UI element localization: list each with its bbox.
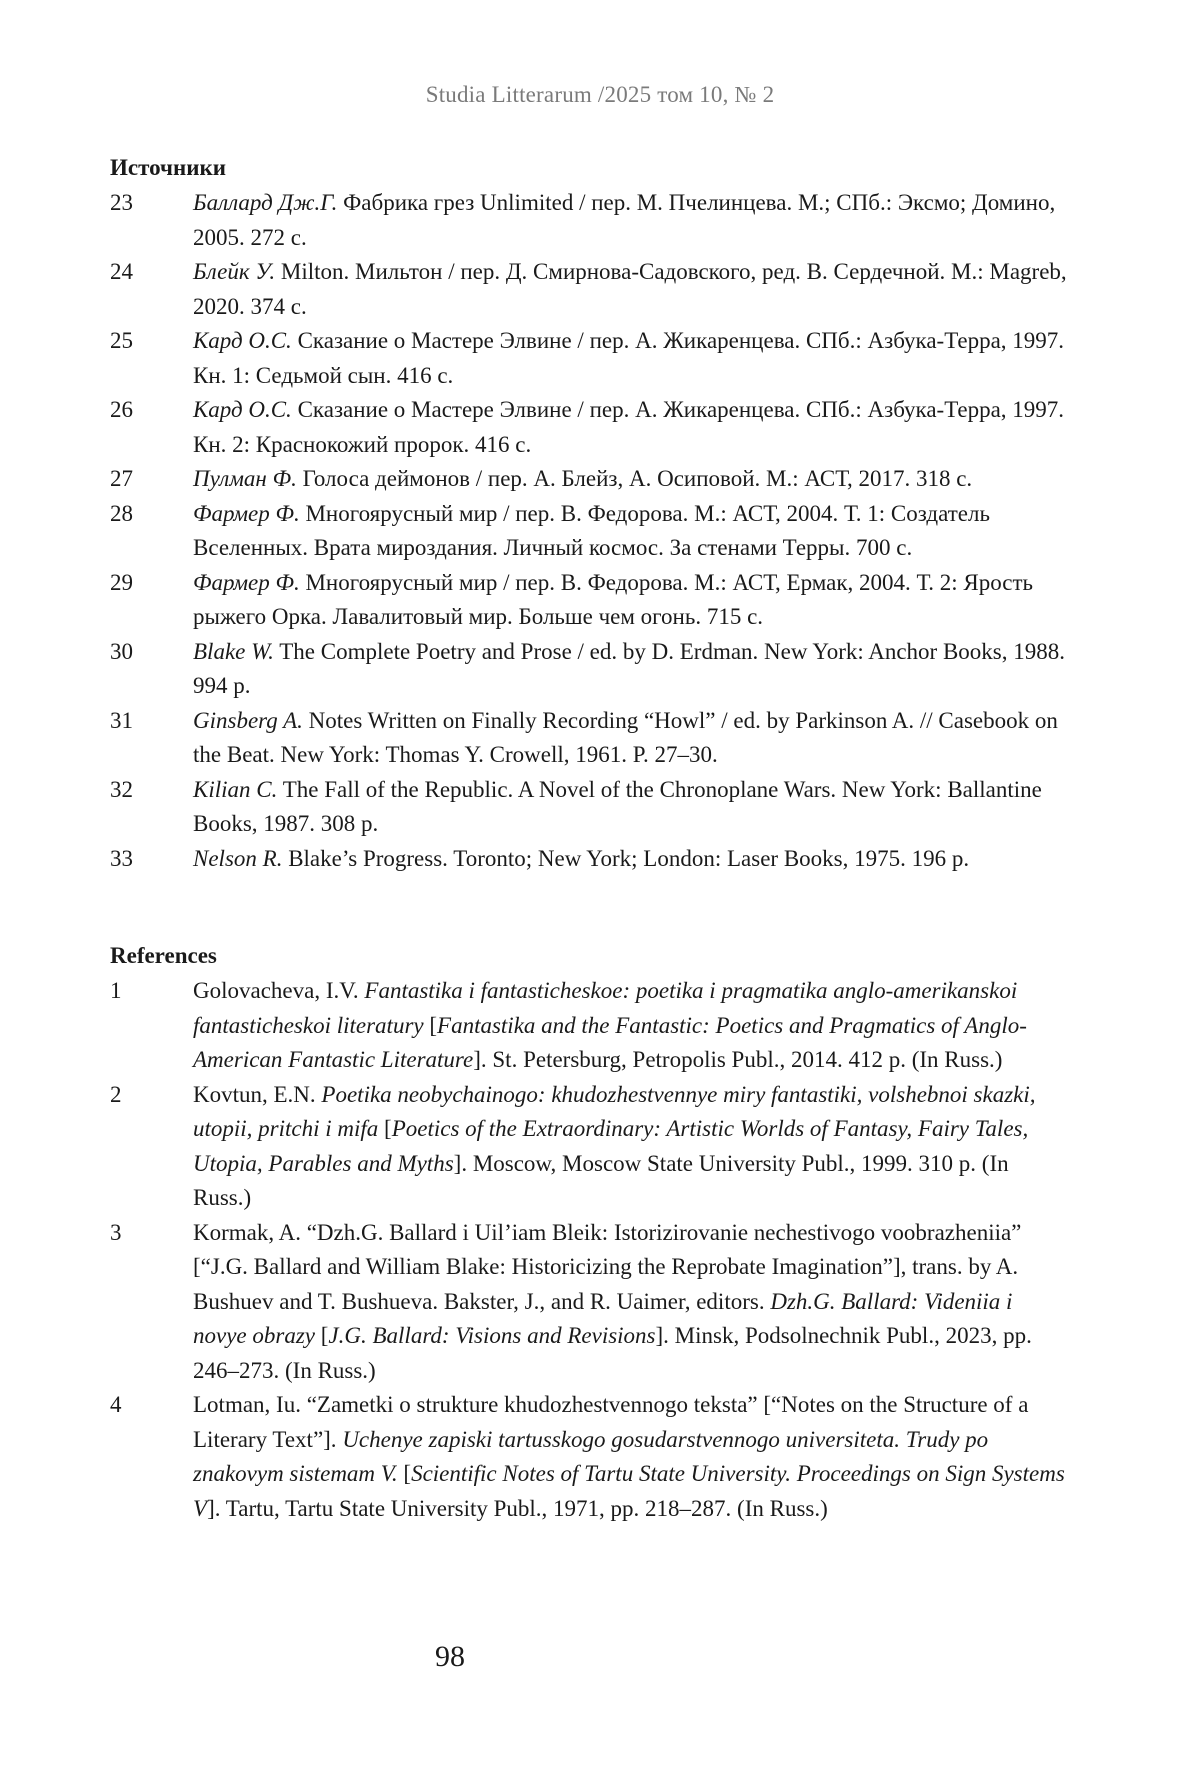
running-header: Studia Litterarum /2025 том 10, № 2 <box>425 82 775 107</box>
source-details: Голоса деймонов / пер. А. Блейз, А. Осиповой. М.: АСТ, 2017. 318 с. <box>296 466 973 491</box>
source-text <box>193 324 1070 393</box>
reference-number: 1 <box>110 978 122 1003</box>
source-text <box>193 393 1070 462</box>
source-details: Blake’s Progress. Toronto; New York; London: Laser Books, 1975. 196 p. <box>282 845 970 871</box>
sources-list <box>110 186 1070 876</box>
source-entry <box>110 186 1070 255</box>
source-entry <box>110 704 1070 773</box>
reference-title: Fantastika i fantasticheskoe: poetika i pragmatika anglo-amerikanskoi fantasticheskoi literatury <box>193 978 1018 1038</box>
reference-imprint: ]. Minsk, Podsolnechnik Publ., 2023, pp. 246–273. (In Russ.) <box>193 1323 1032 1383</box>
reference-title: Poetika neobychainogo: khudozhestvennye miry fantastiki, volshebnoi skazki, utopii, pritchi i mifa <box>193 1081 1036 1141</box>
reference-imprint: ]. St. Petersburg, Petropolis Publ., 2014. 412 p. (In Russ.) <box>473 1047 1003 1072</box>
reference-imprint: ]. Moscow, Moscow State University Publ., 1999. 310 p. (In Russ.) <box>193 1150 1009 1210</box>
source-entry <box>110 324 1070 393</box>
source-entry <box>110 842 1070 877</box>
source-entry <box>110 462 1070 497</box>
source-entry <box>110 635 1070 704</box>
reference-text <box>193 1078 1070 1216</box>
source-text <box>193 704 1070 773</box>
reference-translated-title: Poetics of the Extraordinary: Artistic Worlds of Fantasy, Fairy Tales, Utopia, Parables and Myths <box>193 1116 1029 1176</box>
reference-number: 3 <box>110 1219 122 1245</box>
source-number: 33 <box>110 845 133 871</box>
page-content <box>110 150 1070 1526</box>
source-number: 32 <box>110 776 133 802</box>
reference-bracket: [ <box>423 1012 438 1038</box>
source-author: Фармер Ф. <box>193 569 300 595</box>
source-entry <box>110 497 1070 566</box>
reference-translated-title: Scientific Notes of Tartu State University. Proceedings on Sign Systems V <box>193 1461 1065 1521</box>
source-author: Пулман Ф. <box>193 466 297 491</box>
reference-entry <box>110 1216 1070 1389</box>
reference-entry <box>110 974 1070 1078</box>
reference-text <box>193 1216 1070 1389</box>
source-number: 30 <box>110 638 133 664</box>
source-details: Многоярусный мир / пер. В. Федорова. М.: АСТ, Ермак, 2004. Т. 2: Ярость рыжего Орка. Лавалитовый мир. Больше чем огонь. 715 с. <box>193 569 1034 629</box>
page-number: 98 <box>435 1640 465 1673</box>
source-entry <box>110 255 1070 324</box>
reference-imprint: ]. Tartu, Tartu State University Publ., 1971, pp. 218–287. (In Russ.) <box>207 1495 828 1521</box>
source-text <box>193 186 1070 255</box>
reference-number: 2 <box>110 1081 122 1107</box>
source-number: 29 <box>110 569 133 595</box>
source-author: Баллард Дж.Г. <box>193 190 338 215</box>
source-author: Ginsberg A. <box>193 707 303 733</box>
source-details: The Fall of the Republic. A Novel of the Chronoplane Wars. New York: Ballantine Books, 1987. 308 p. <box>193 776 1042 836</box>
source-number: 26 <box>110 397 133 422</box>
source-text <box>193 255 1070 324</box>
references-list <box>110 974 1070 1526</box>
source-number: 27 <box>110 466 133 491</box>
reference-translated-title: Fantastika and the Fantastic: Poetics and Pragmatics of Anglo-American Fantastic Literature <box>193 1012 1027 1072</box>
sources-heading: Источники <box>110 155 226 180</box>
reference-title: Uchenye zapiski tartusskogo gosudarstvennogo universiteta. Trudy po znakovym sistemam V. <box>193 1426 989 1486</box>
source-author: Blake W. <box>193 638 274 664</box>
source-number: 25 <box>110 328 133 353</box>
source-text <box>193 462 1070 497</box>
source-details: Сказание о Мастере Элвине / пер. А. Жикаренцева. СПб.: Азбука-Терра, 1997. Кн. 1: Седьмой сын. 416 с. <box>193 328 1065 388</box>
reference-bracket: [ <box>315 1323 329 1348</box>
source-text <box>193 635 1070 704</box>
reference-text <box>193 1388 1070 1526</box>
source-author: Блейк У. <box>193 259 276 284</box>
reference-author: Golovacheva, I.V. <box>193 978 365 1003</box>
sources-section <box>110 150 1070 876</box>
source-text <box>193 773 1070 842</box>
reference-number: 4 <box>110 1392 122 1417</box>
source-details: Milton. Мильтон / пер. Д. Смирнова-Садовского, ред. В. Сердечной. М.: Magreb, 2020. 374 с. <box>193 259 1067 319</box>
reference-entry <box>110 1078 1070 1216</box>
source-author: Кард О.С. <box>193 328 292 353</box>
source-author: Nelson R. <box>193 845 283 871</box>
source-author: Кард О.С. <box>193 397 292 422</box>
source-number: 24 <box>110 259 133 284</box>
source-text <box>193 497 1070 566</box>
reference-title: Dzh.G. Ballard: Videniia i novye obrazy <box>193 1288 1013 1348</box>
source-number: 28 <box>110 500 133 526</box>
reference-translated-title: J.G. Ballard: Visions and Revisions <box>328 1323 656 1348</box>
source-text <box>193 566 1070 635</box>
source-text <box>193 842 1070 877</box>
references-heading: References <box>110 943 217 968</box>
source-author: Фармер Ф. <box>193 500 300 526</box>
reference-author: Lotman, Iu. “Zametki o strukture khudozhestvennogo teksta” [“Notes on the Structure of a Literary Text”]. <box>193 1392 1029 1452</box>
source-author: Kilian C. <box>193 776 278 802</box>
source-number: 31 <box>110 707 133 733</box>
source-entry <box>110 773 1070 842</box>
reference-author: Kormak, A. “Dzh.G. Ballard i Uil’iam Bleik: Istorizirovanie nechestivogo voobrazheniia” [“J.G. Ballard and William Blake: Historicizing the Reprobate Imagination”], trans. by A. Bushuev and T. Bushueva. Bakster, J., and R. Uaimer, editors. <box>193 1219 1022 1314</box>
reference-bracket: [ <box>378 1116 392 1141</box>
source-details: The Complete Poetry and Prose / ed. by D. Erdman. New York: Anchor Books, 1988. 994 p. <box>193 638 1065 698</box>
source-details: Многоярусный мир / пер. В. Федорова. М.: АСТ, 2004. Т. 1: Создатель Вселенных. Врата мироздания. Личный космос. За стенами Терры. 700 с. <box>193 500 990 560</box>
source-details: Notes Written on Finally Recording “Howl” / ed. by Parkinson A. // Casebook on the Beat. New York: Thomas Y. Crowell, 1961. P. 27–30. <box>193 707 1058 767</box>
reference-bracket: [ <box>397 1461 412 1486</box>
source-entry <box>110 566 1070 635</box>
source-details: Фабрика грез Unlimited / пер. М. Пчелинцева. М.; СПб.: Эксмо; Домино, 2005. 272 с. <box>193 190 1056 250</box>
references-section <box>110 938 1070 1526</box>
reference-author: Kovtun, E.N. <box>193 1081 322 1107</box>
reference-text <box>193 974 1070 1078</box>
source-number: 23 <box>110 190 133 215</box>
source-details: Сказание о Мастере Элвине / пер. А. Жикаренцева. СПб.: Азбука-Терра, 1997. Кн. 2: Краснокожий пророк. 416 с. <box>193 397 1065 457</box>
reference-entry <box>110 1388 1070 1526</box>
source-entry <box>110 393 1070 462</box>
